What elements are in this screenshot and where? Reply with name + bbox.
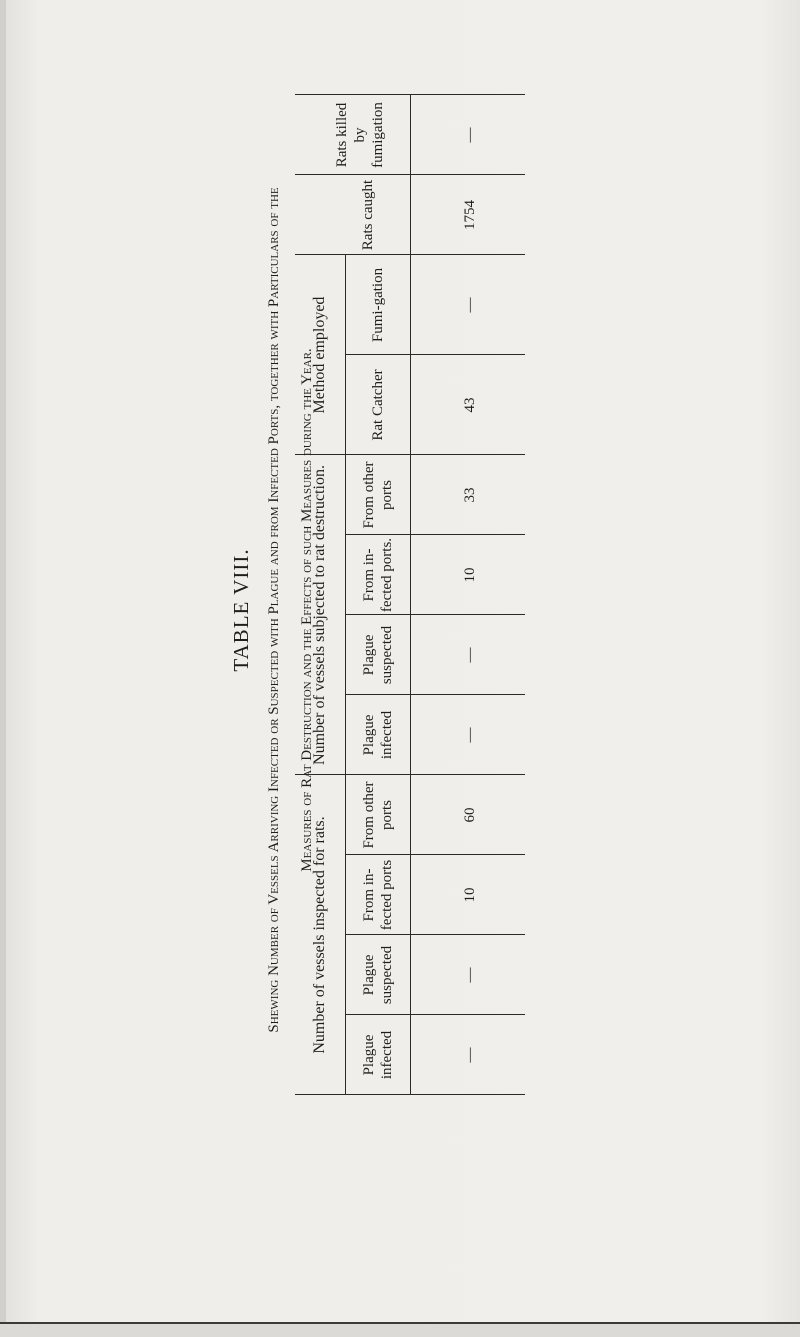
value-subj-plague-suspected: — (461, 647, 478, 663)
value-subj-plague-infected: — (461, 727, 478, 743)
value-insp-from-infected-ports: 10 (461, 887, 478, 903)
value-rat-catcher: 43 (461, 397, 478, 413)
value-rats-caught: 1754 (461, 200, 478, 230)
subjected-group-heading: Number of vessels subjected to rat destruction. (311, 465, 328, 765)
value-subj-from-other-ports: 33 (461, 487, 478, 503)
inspected-group-heading: Number of vessels inspected for rats. (311, 816, 328, 1054)
col-insp-plague-infected: Plague infected (360, 1030, 395, 1080)
col-insp-from-infected-ports: From in-fected ports (360, 859, 395, 931)
table-label: TABLE VIII. (229, 548, 253, 672)
value-insp-plague-infected: — (461, 1047, 478, 1063)
caption-line-1: Shewing Number of Vessels Arriving Infected or Suspected with Plague and from Infected Ports, together with Particulars of the (266, 187, 282, 1033)
value-fumigation: — (461, 297, 478, 313)
col-rats-caught: Rats caught (359, 179, 376, 251)
col-rat-catcher: Rat Catcher (369, 369, 386, 441)
col-subj-plague-suspected: Plague suspected (360, 625, 395, 685)
value-insp-plague-suspected: — (461, 967, 478, 983)
col-subj-from-other-ports: From other ports (360, 461, 395, 529)
header-body-divider (410, 95, 411, 1095)
caption-line-2: Measures of Rat Destruction and the Effects of such Measures during the Year. (299, 348, 315, 872)
value-subj-from-infected-ports: 10 (461, 567, 478, 583)
col-rats-killed-fumigation: Rats killed by fumigation (334, 102, 386, 168)
value-rats-killed-fumigation: — (461, 127, 478, 143)
col-insp-plague-suspected: Plague suspected (360, 945, 395, 1005)
value-insp-from-other-ports: 60 (461, 807, 478, 823)
col-subj-plague-infected: Plague infected (360, 710, 395, 760)
method-group-heading: Method employed (311, 296, 328, 414)
rat-destruction-table (295, 95, 525, 1095)
col-fumigation: Fumi-gation (369, 267, 386, 343)
col-subj-from-infected-ports: From in-fected ports. (360, 537, 395, 613)
col-insp-from-other-ports: From other ports (360, 781, 395, 849)
